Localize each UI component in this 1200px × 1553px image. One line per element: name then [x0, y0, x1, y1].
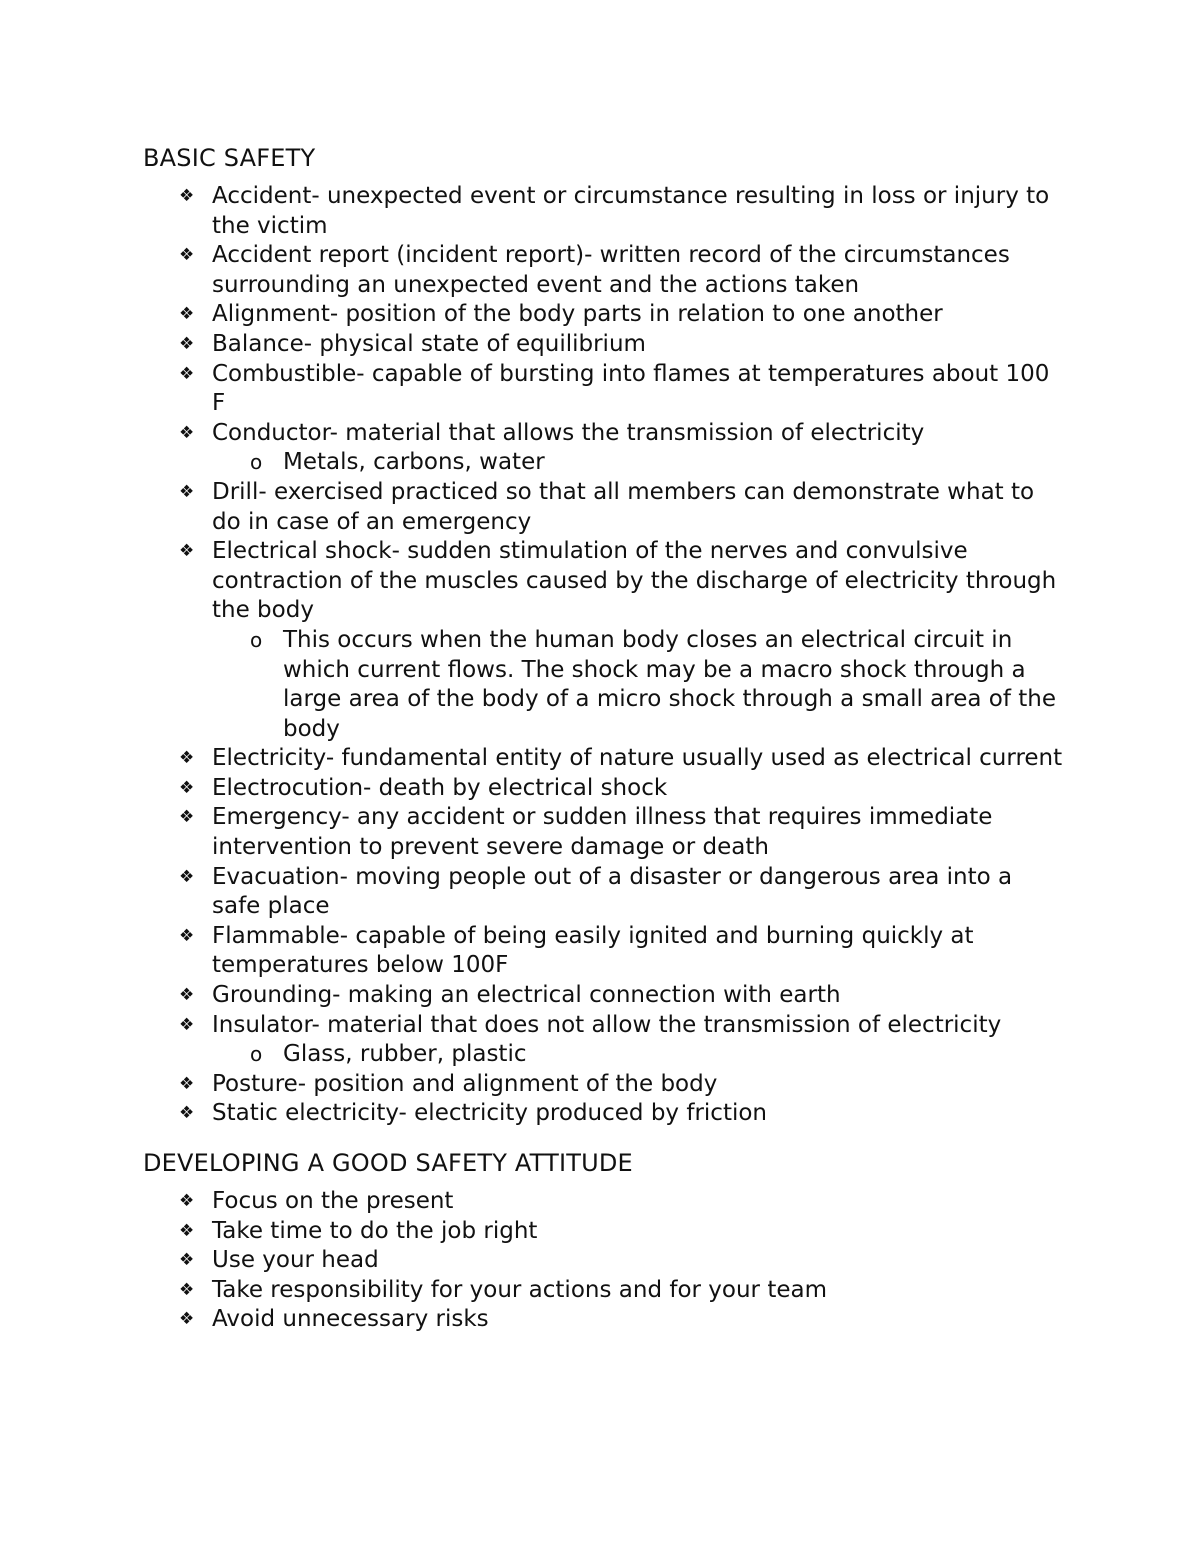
list-item-text: Insulator- material that does not allow the transmission of electricity — [212, 1011, 1002, 1038]
diamond-bullet-icon: ❖ — [179, 1191, 195, 1211]
section-heading-safety-attitude: DEVELOPING A GOOD SAFETY ATTITUDE — [143, 1149, 633, 1177]
basic-safety-list — [143, 182, 1063, 1129]
diamond-bullet-icon: ❖ — [179, 925, 195, 946]
list-item-text: Take responsibility for your actions and for your team — [212, 1276, 827, 1303]
sub-list-item — [212, 1040, 1063, 1070]
sub-list-item-text: This occurs when the human body closes an electrical circuit in which current flows. The shock may be a macro shock through a large area of the body of a micro shock through a small area of the body — [283, 626, 1056, 742]
diamond-bullet-icon: ❖ — [179, 333, 195, 354]
circle-bullet-icon: o — [250, 450, 263, 475]
diamond-bullet-icon: ❖ — [179, 777, 195, 798]
diamond-bullet-icon: ❖ — [179, 245, 195, 266]
list-item-text: Electrical shock- sudden stimulation of the nerves and convulsive contraction of the muscles caused by the discharge of electricity through the body — [212, 538, 1057, 624]
list-item-text: Balance- physical state of equilibrium — [212, 330, 646, 357]
circle-bullet-icon: o — [250, 627, 263, 652]
list-item-text: Evacuation- moving people out of a disaster or dangerous area into a safe place — [212, 863, 1013, 920]
list-item — [143, 744, 1063, 774]
list-item — [143, 1187, 1063, 1217]
list-item — [143, 1070, 1063, 1100]
list-item-text: Use your head — [212, 1247, 379, 1274]
list-item — [143, 774, 1063, 804]
diamond-bullet-icon: ❖ — [179, 422, 195, 443]
list-item-text: Emergency- any accident or sudden illness that requires immediate intervention to prevent severe damage or death — [212, 804, 993, 861]
list-item — [143, 300, 1063, 330]
list-item-text: Electricity- fundamental entity of nature usually used as electrical current — [212, 745, 1063, 772]
safety-attitude-list — [143, 1187, 1063, 1335]
diamond-bullet-icon: ❖ — [179, 481, 195, 502]
diamond-bullet-icon: ❖ — [179, 1309, 195, 1330]
list-item — [143, 1276, 1063, 1306]
list-item — [143, 1099, 1063, 1129]
list-item-text: Alignment- position of the body parts in relation to one another — [212, 301, 943, 328]
list-item — [143, 922, 1063, 981]
diamond-bullet-icon: ❖ — [179, 1220, 195, 1241]
list-item — [143, 182, 1063, 241]
list-item — [143, 241, 1063, 300]
diamond-bullet-icon: ❖ — [179, 748, 195, 769]
diamond-bullet-icon: ❖ — [179, 363, 195, 384]
list-item — [143, 1217, 1063, 1247]
diamond-bullet-icon: ❖ — [179, 186, 195, 206]
list-item — [143, 981, 1063, 1011]
list-item-text: Conductor- material that allows the transmission of electricity — [212, 419, 925, 446]
diamond-bullet-icon: ❖ — [179, 866, 195, 887]
section-heading-basic-safety: BASIC SAFETY — [143, 144, 316, 172]
diamond-bullet-icon: ❖ — [179, 1279, 195, 1300]
list-item-text: Flammable- capable of being easily ignited and burning quickly at temperatures below 100F — [212, 922, 974, 979]
diamond-bullet-icon: ❖ — [179, 1103, 195, 1124]
diamond-bullet-icon: ❖ — [179, 304, 195, 325]
sub-list-item-text: Metals, carbons, water — [283, 449, 545, 476]
list-item — [143, 1246, 1063, 1276]
list-item — [143, 1305, 1063, 1335]
list-item — [143, 1011, 1063, 1070]
list-item-text: Accident report (incident report)- written record of the circumstances surrounding an unexpected event and the actions taken — [212, 242, 1010, 298]
document-content — [143, 142, 1063, 1335]
sub-list-item-text: Glass, rubber, plastic — [283, 1041, 527, 1068]
sub-list-item — [212, 448, 1063, 478]
list-item-text: Focus on the present — [212, 1188, 454, 1214]
list-item — [143, 803, 1063, 862]
list-item — [143, 330, 1063, 360]
list-item-text: Drill- exercised practiced so that all members can demonstrate what to do in case of an emergency — [212, 478, 1035, 535]
list-item — [143, 478, 1063, 537]
diamond-bullet-icon: ❖ — [179, 985, 195, 1006]
sub-list-item — [212, 626, 1063, 744]
sub-list — [212, 448, 1063, 478]
list-item-text: Static electricity- electricity produced by friction — [212, 1100, 767, 1127]
sub-list — [212, 626, 1063, 744]
list-item-text: Electrocution- death by electrical shock — [212, 774, 668, 801]
list-item-text: Grounding- making an electrical connection with earth — [212, 982, 841, 1009]
list-item-text: Avoid unnecessary risks — [212, 1306, 489, 1333]
list-item-text: Take time to do the job right — [212, 1217, 538, 1244]
list-item-text: Combustible- capable of bursting into flames at temperatures about 100 F — [212, 360, 1050, 417]
diamond-bullet-icon: ❖ — [179, 1014, 195, 1035]
list-item — [143, 863, 1063, 922]
diamond-bullet-icon: ❖ — [179, 1250, 195, 1271]
sub-list — [212, 1040, 1063, 1070]
diamond-bullet-icon: ❖ — [179, 807, 195, 828]
diamond-bullet-icon: ❖ — [179, 1073, 195, 1094]
list-item-text: Accident- unexpected event or circumstance resulting in loss or injury to the victim — [212, 183, 1050, 239]
list-item — [143, 419, 1063, 478]
list-item-text: Posture- position and alignment of the body — [212, 1070, 718, 1097]
diamond-bullet-icon: ❖ — [179, 541, 195, 562]
circle-bullet-icon: o — [250, 1042, 263, 1067]
list-item — [143, 537, 1063, 744]
list-item — [143, 360, 1063, 419]
